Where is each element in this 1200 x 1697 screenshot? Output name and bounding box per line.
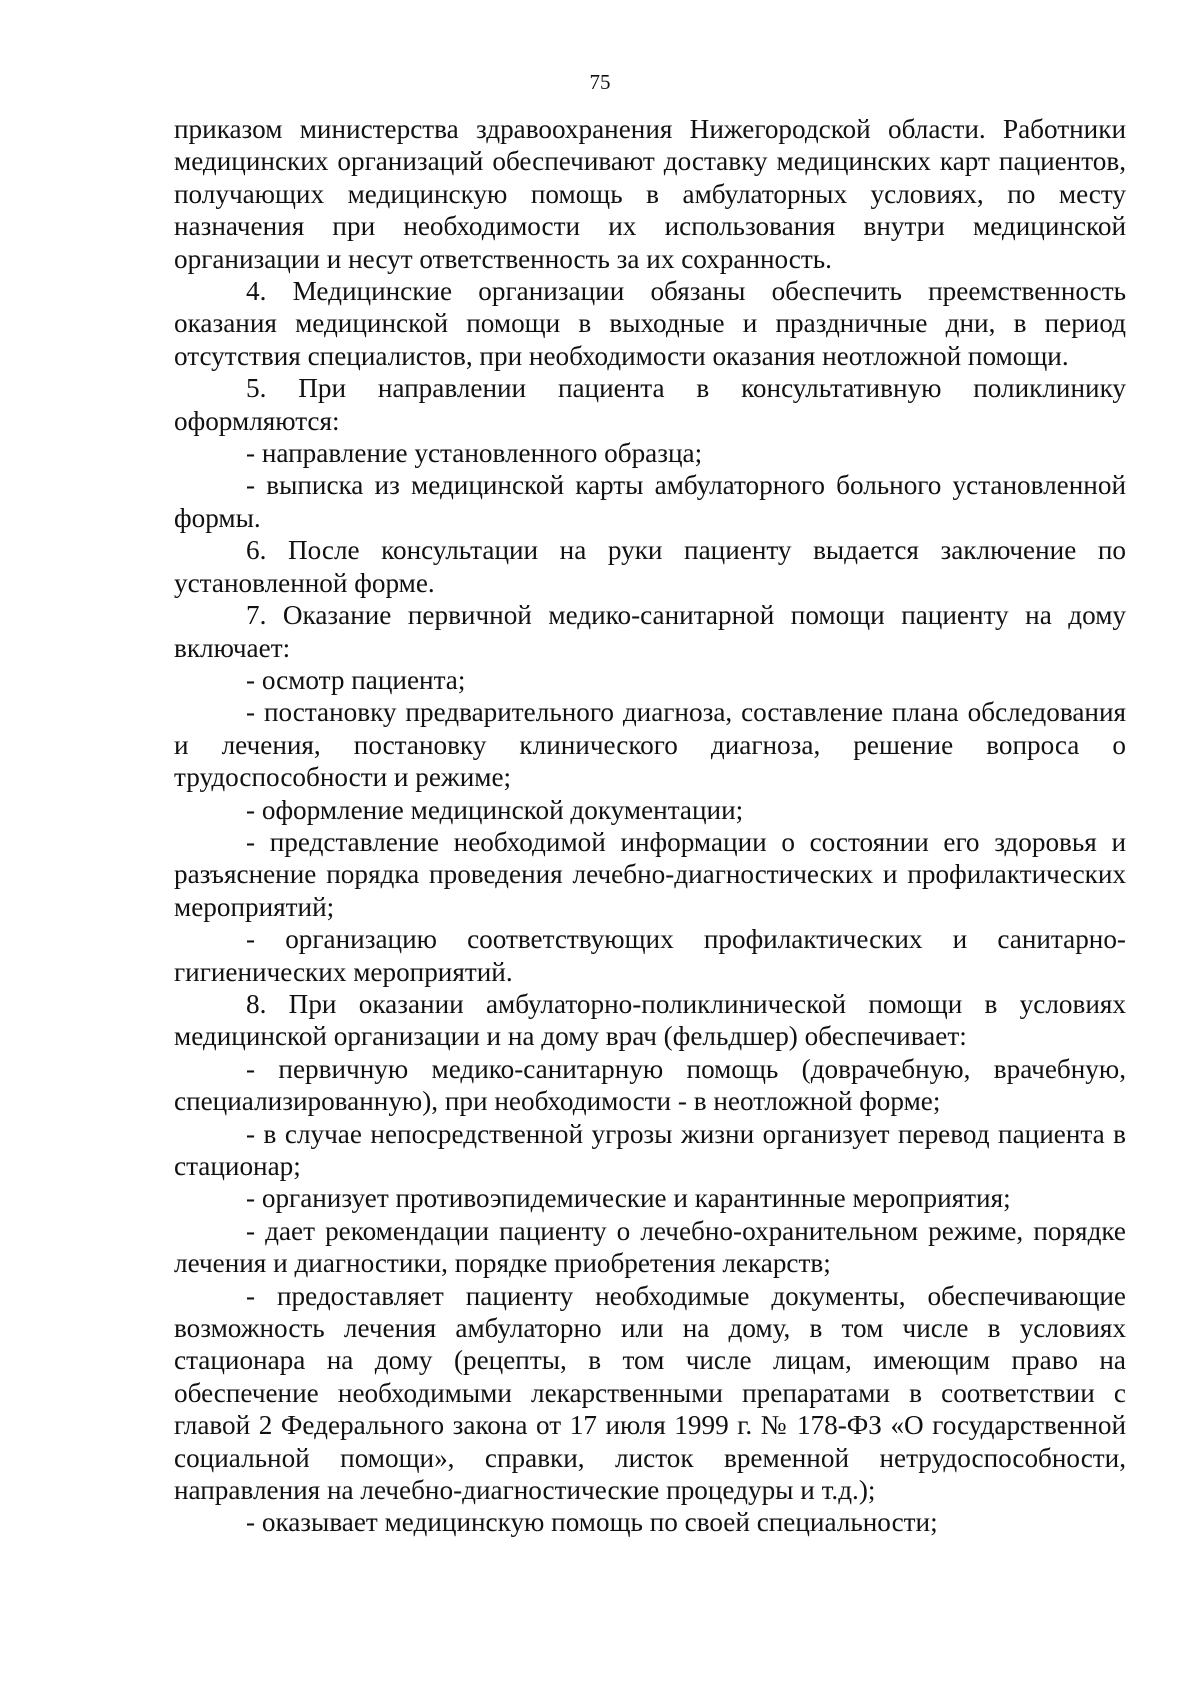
list-item: - оказывает медицинскую помощь по своей специальности; [246,1507,938,1538]
paragraph-item-8: 8. При оказании амбулаторно-поликлинической помощи в условиях медицинской организации и на дому врач (фельдшер) обеспечивает: [174,988,1126,1052]
paragraph-item-5: 5. При направлении пациента в консультативную поликлинику оформляются: [174,373,1126,436]
list-item: - постановку предварительного диагноза, составление плана обследования и лечения, постановку клинического диагноза, решение вопроса о трудоспособности и режиме; [174,697,1126,793]
paragraph-continuation: приказом министерства здравоохранения Нижегородской области. Работники медицинских организаций обеспечивают доставку медицинских карт пациентов, получающих медицинскую помощь в амбулаторных условиях, по месту назначения при необходимости их использования внутри медицинской организации и несут ответственность за их сохранность. [174,114,1126,274]
list-item: - оформление медицинской документации; [246,794,744,825]
list-item: - выписка из медицинской карты амбулаторного больного установленной формы. [174,470,1126,533]
list-item: - организацию соответствующих профилактических и санитарно-гигиенических мероприятий. [174,924,1126,987]
list-item: - первичную медико-санитарную помощь (доврачебную, врачебную, специализированную), при необходимости - в неотложной форме; [174,1053,1126,1117]
list-item: - представление необходимой информации о состоянии его здоровья и разъяснение порядка проведения лечебно-диагностических и профилактических мероприятий; [174,826,1126,922]
list-item: - предоставляет пациенту необходимые документы, обеспечивающие возможность лечения амбулаторно или на дому, в том числе в условиях стационара на дому (рецепты, в том числе лицам, имеющим право на обеспечение необходимыми лекарственными препаратами в соответствии с главой 2 Федерального закона от 17 июля 1999 г. № 178-ФЗ «О государственной социальной помощи», справки, листок временной нетрудоспособности, направления на лечебно-диагностические процедуры и т.д.); [174,1280,1126,1506]
list-item: - в случае непосредственной угрозы жизни организует перевод пациента в стационар; [174,1118,1126,1181]
list-item: - дает рекомендации пациенту о лечебно-охранительном режиме, порядке лечения и диагностики, порядке приобретения лекарств; [174,1215,1126,1279]
list-item: - направление установленного образца; [246,438,703,469]
paragraph-item-6: 6. После консультации на руки пациенту выдается заключение по установленной форме. [174,535,1126,598]
document-body [174,113,1126,1539]
page-number: 75 [589,70,611,94]
paragraph-item-4: 4. Медицинские организации обязаны обеспечить преемственность оказания медицинской помощи в выходные и праздничные дни, в период отсутствия специалистов, при необходимости оказания неотложной помощи. [174,276,1126,371]
paragraph-item-7: 7. Оказание первичной медико-санитарной помощи пациенту на дому включает: [174,600,1126,663]
list-item: - организует противоэпидемические и карантинные мероприятия; [246,1183,1011,1214]
list-item: - осмотр пациента; [246,664,466,695]
